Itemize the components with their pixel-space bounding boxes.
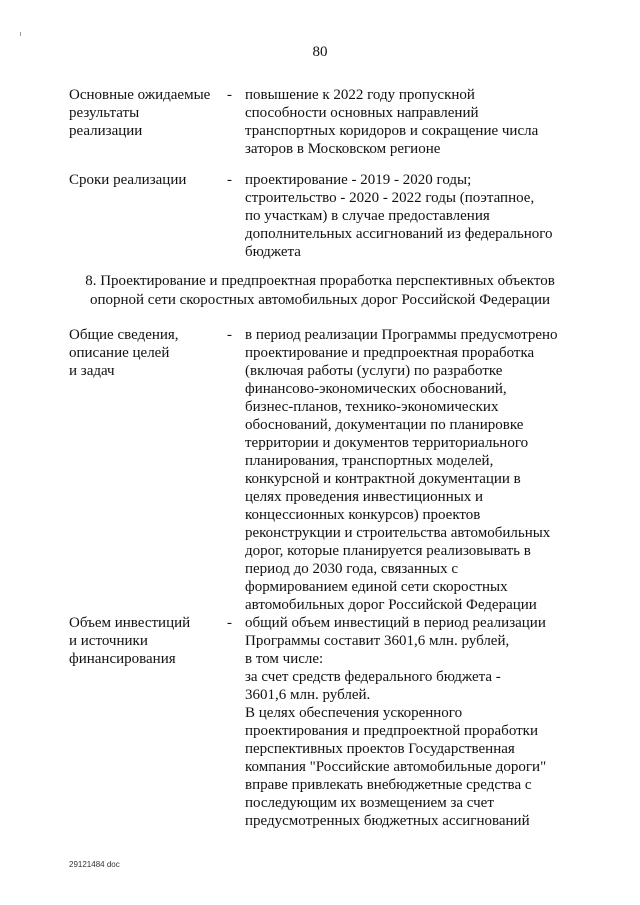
value-line: дополнительных ассигнований из федерального [245,226,553,242]
value-line: формированием единой сети скоростных [245,579,508,595]
label-line: и источники [69,633,148,649]
value-line: бюджета [245,244,301,260]
value-line: территории и документов территориального [245,435,529,451]
value-line: в период реализации Программы предусмотрено [245,327,558,343]
dash-separator: - [227,87,232,103]
label-line: Общие сведения, [69,327,179,343]
section-heading [40,272,600,310]
value-line: автомобильных дорог Российской Федерации [245,597,537,613]
investment-volume-label [69,614,219,668]
page-number: 80 [312,44,328,60]
general-info-value [245,326,569,614]
dash-separator: - [227,327,232,343]
dash-separator: - [227,172,232,188]
value-line: бизнес-планов, технико-экономических [245,399,499,415]
value-line: концессионных конкурсов) проектов [245,507,481,523]
general-info-label [69,326,219,380]
value-line: компания "Российские автомобильные дороги" [245,759,547,775]
investment-volume-value [245,614,569,830]
label-line: и задач [69,363,115,379]
value-line: обоснований, документации по планировке [245,417,524,433]
value-line: период до 2030 года, связанных с [245,561,458,577]
value-line: транспортных коридоров и сокращение числа [245,123,539,139]
value-line: дорог, которые планируется реализовывать в [245,543,531,559]
dash-separator: - [227,615,232,631]
section-heading-line: опорной сети скоростных автомобильных дорог Российской Федерации [89,292,551,308]
value-line: по участкам) в случае предоставления [245,208,490,224]
value-line: предусмотренных бюджетных ассигнований [245,813,530,829]
implementation-terms-value [245,171,569,261]
implementation-terms-label [69,171,219,189]
label-line: реализации [69,123,143,139]
value-line: планирования, транспортных моделей, [245,453,494,469]
value-line: проектирование и предпроектная проработка [245,345,535,361]
expected-results-value [245,86,569,158]
value-line: финансово-экономических обоснований, [245,381,507,397]
margin-tick [20,32,21,36]
expected-results-label [69,86,219,140]
value-line: за счет средств федерального бюджета - [245,669,501,685]
value-line: общий объем инвестиций в период реализации [245,615,546,631]
value-line: Программы составит 3601,6 млн. рублей, [245,633,510,649]
label-line: Объем инвестиций [69,615,191,631]
value-line: проектирование - 2019 - 2020 годы; [245,172,472,188]
label-line: Сроки реализации [69,172,187,188]
value-line: повышение к 2022 году пропускной [245,87,475,103]
value-line: целях проведения инвестиционных и [245,489,484,505]
value-line: реконструкции и строительства автомобильных [245,525,551,541]
value-line: конкурсной и контрактной документации в [245,471,521,487]
value-line: 3601,6 млн. рублей. [245,687,371,703]
label-line: Основные ожидаемые [69,87,211,103]
value-line: В целях обеспечения ускоренного [245,705,463,721]
label-line: результаты [69,105,140,121]
value-line: вправе привлекать внебюджетные средства с [245,777,532,793]
value-line: заторов в Московском регионе [245,141,441,157]
value-line: перспективных проектов Государственная [245,741,515,757]
document-code: 29121484 doc [69,860,120,869]
value-line: проектирования и предпроектной проработки [245,723,538,739]
value-line: последующим их возмещением за счет [245,795,494,811]
value-line: в том числе: [245,651,324,667]
value-line: (включая работы (услуги) по разработке [245,363,503,379]
label-line: описание целей [69,345,170,361]
section-heading-line: 8. Проектирование и предпроектная проработка перспективных объектов [85,273,555,289]
value-line: строительство - 2020 - 2022 годы (поэтапное, [245,190,535,206]
value-line: способности основных направлений [245,105,479,121]
label-line: финансирования [69,651,176,667]
